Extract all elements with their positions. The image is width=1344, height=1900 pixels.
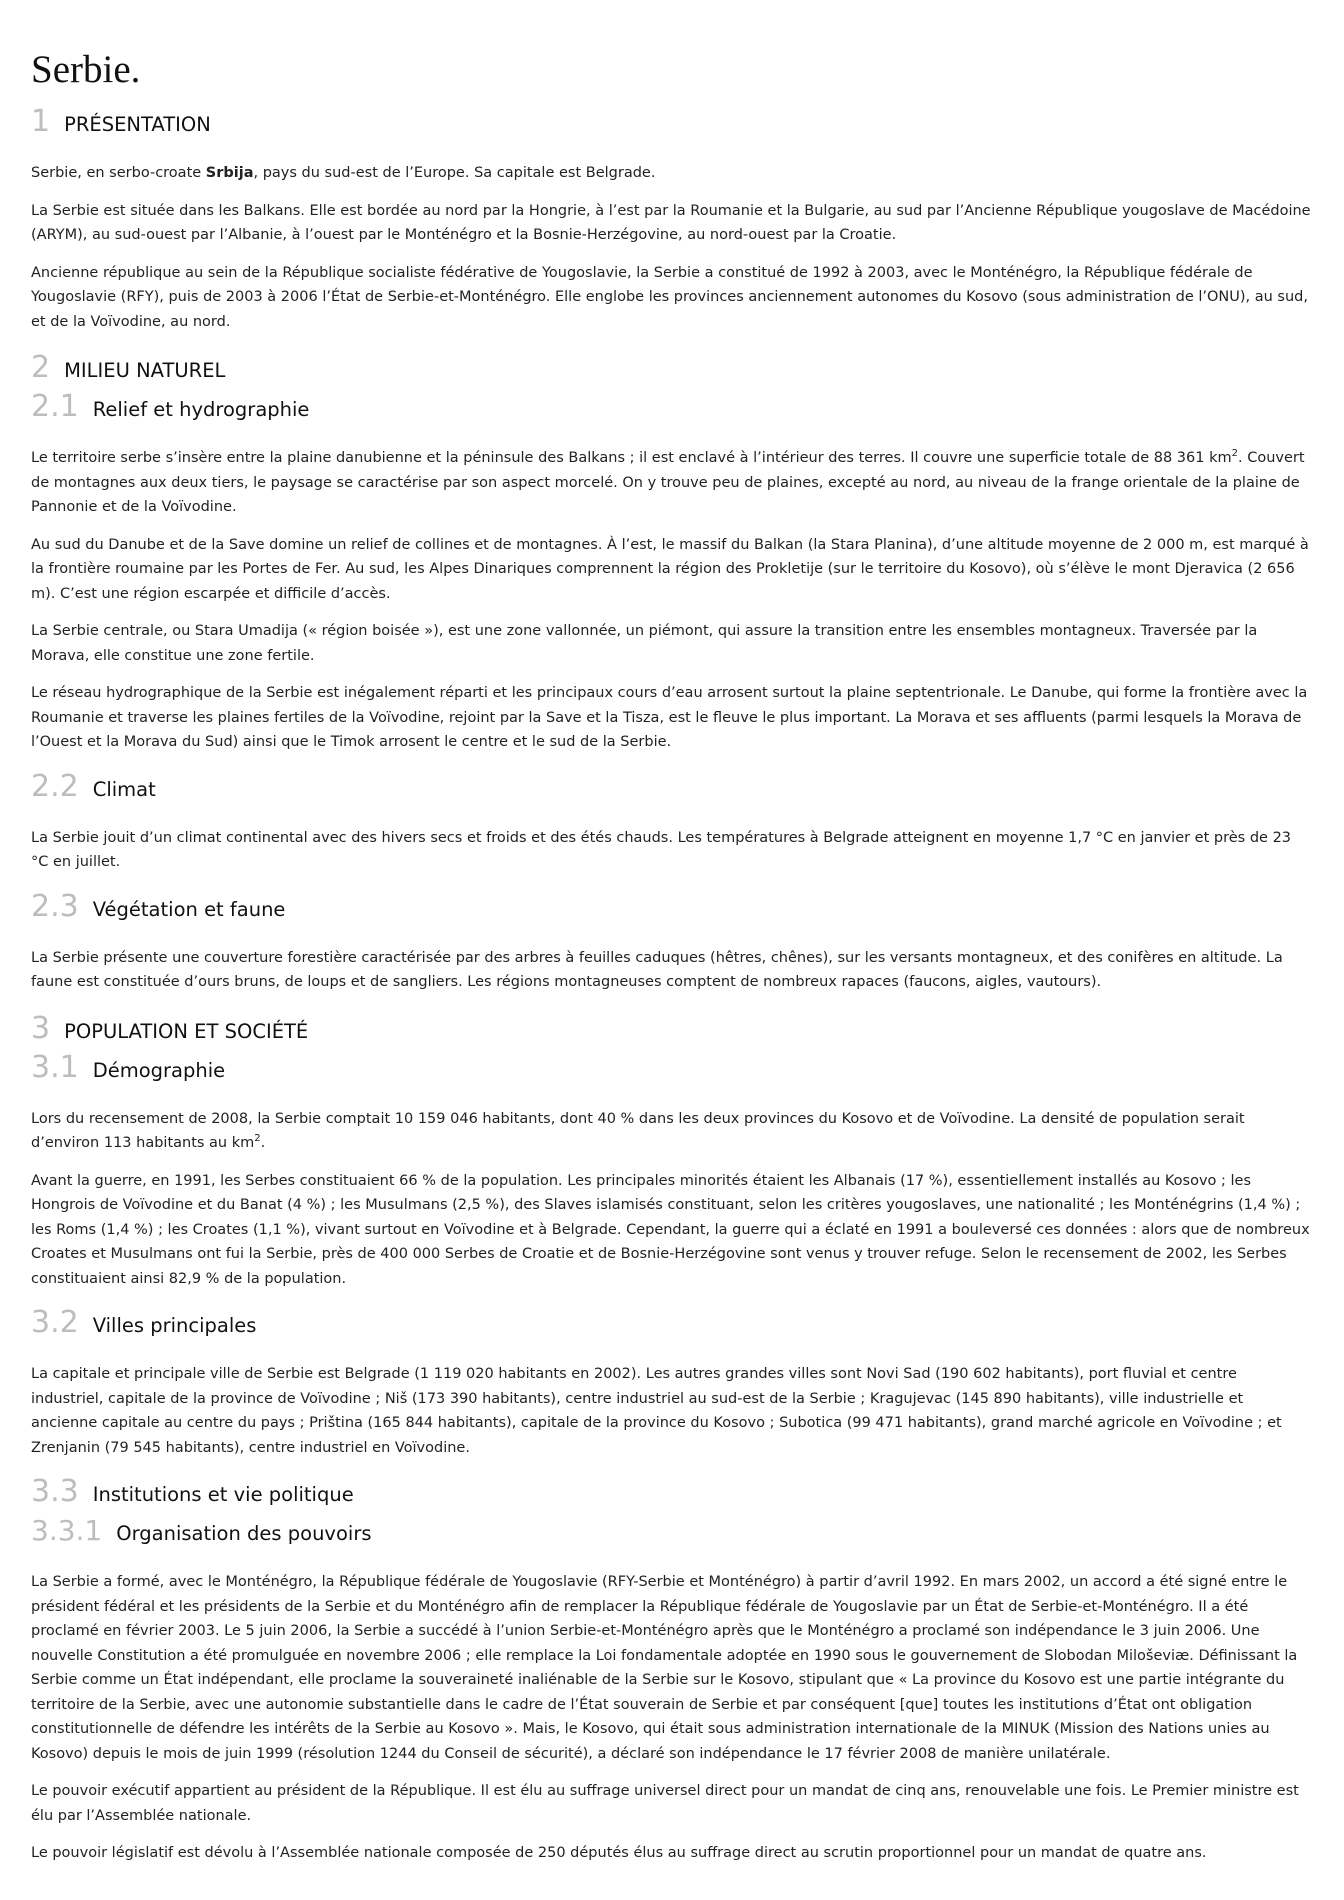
paragraph: Le pouvoir exécutif appartient au président de la République. Il est élu au suffrage universel direct pour un mandat de cinq ans, renouvelable une fois. Le Premier ministre est élu par l’Assemblée nationale. <box>31 1783 1299 1824</box>
subsection-title: Institutions et vie politique <box>92 1483 354 1506</box>
section-number: 2 <box>31 350 51 385</box>
paragraph: Le réseau hydrographique de la Serbie est inégalement réparti et les principaux cours d’eau arrosent surtout la plaine septentrionale. Le Danube, qui forme la frontière avec la Roumanie et traverse les plaines fertiles de la Voïvodine, rejoint par la Save et la Tisza, est le fleuve le plus important. La Morava et ses affluents (parmi lesquels la Morava de l’Ouest et la Morava du Sud) ainsi que le Timok arrosent le centre et le sud de la Serbie. <box>31 685 1308 750</box>
paragraph: La Serbie a formé, avec le Monténégro, la République fédérale de Yougoslavie (RFY-Serbie et Monténégro) à partir d’avril 1992. En mars 2002, un accord a été signé entre le président fédéral et les présidents de la Serbie et du Monténégro afin de remplacer la République fédérale de Yougoslavie par un État de Serbie-et-Monténégro. Il a été proclamé en février 2003. Le 5 juin 2006, la Serbie a succédé à l’union Serbie-et-Monténégro après que le Monténégro a proclamé son indépendance le 3 juin 2006. Une nouvelle Constitution a été promulguée en novembre 2006 ; elle remplace la Loi fondamentale adoptée en 1990 sous le gouvernement de Slobodan Miloševiæ. Définissant la Serbie comme un État indépendant, elle proclame la souveraineté inaliénable de la Serbie sur le Kosovo, stipulant que « La province du Kosovo est une partie intégrante du territoire de la Serbie, avec une autonomie substantielle dans le cadre de l’État souverain de Serbie et par conséquent [que] toutes les institutions d’État ont obligation constitutionnelle de défendre les intérêts de la Serbie au Kosovo ». Mais, le Kosovo, qui était sous administration internationale de la MINUK (Mission des Nations unies au Kosovo) depuis le mois de juin 1999 (résolution 1244 du Conseil de sécurité), a déclaré son indépendance le 17 février 2008 de manière unilatérale. <box>31 1574 1298 1762</box>
paragraph: Au sud du Danube et de la Save domine un relief de collines et de montagnes. À l’est, le massif du Balkan (la Stara Planina), d’une altitude moyenne de 2 000 m, est marqué à la frontière roumaine par les Portes de Fer. Au sud, les Alpes Dinariques comprennent la région des Prokletije (sur le territoire du Kosovo), où s’élève le mont Djeravica (2 656 m). C’est une région escarpée et difficile d’accès. <box>31 536 1309 602</box>
section-heading-presentation <box>31 104 1312 143</box>
paragraph: La Serbie jouit d’un climat continental avec des hivers secs et froids et des étés chauds. Les températures à Belgrade atteignent en moyenne 1,7 °C en janvier et près de 23 °C en juillet. <box>31 829 1292 870</box>
subsection-heading-villes <box>31 1305 1312 1344</box>
subsection-heading-relief <box>31 389 1312 428</box>
paragraph: Avant la guerre, en 1991, les Serbes constituaient 66 % de la population. Les principales minorités étaient les Albanais (17 %), essentiellement installés au Kosovo ; les Hongrois de Voïvodine et du Banat (4 %) ; les Musulmans (2,5 %), des Slaves islamisés constituant, selon les critères yougoslaves, une nationalité ; les Monténégrins (1,4 %) ; les Roms (1,4 %) ; les Croates (1,1 %), vivant surtout en Voïvodine et à Belgrade. Cependant, la guerre qui a éclaté en 1991 a bouleversé ces données : alors que de nombreux Croates et Musulmans ont fui la Serbie, près de 400 000 Serbes de Croatie et de Bosnie-Herzégovine sont venus y trouver refuge. Selon le recensement de 2002, les Serbes constituaient ainsi 82,9 % de la population. <box>31 1172 1310 1287</box>
text-run: Lors du recensement de 2008, la Serbie comptait 10 159 046 habitants, dont 40 % dans les deux provinces du Kosovo et de Voïvodine. La densité de population serait d’environ 113 habitants au km <box>31 1110 1245 1151</box>
section-title: MILIEU NATUREL <box>64 359 226 382</box>
subsection-heading-demographie <box>31 1050 1312 1089</box>
superscript: 2 <box>254 1133 261 1145</box>
subsection-heading-vegetation <box>31 889 1312 928</box>
subsection-number: 2.2 <box>31 768 79 804</box>
subsection-number: 3.3 <box>31 1474 79 1509</box>
paragraph: Ancienne république au sein de la République socialiste fédérative de Yougoslavie, la Serbie a constitué de 1992 à 2003, avec le Monténégro, la République fédérale de Yougoslavie (RFY), puis de 2003 à 2006 l’État de Serbie-et-Monténégro. Elle englobe les provinces anciennement autonomes du Kosovo (sous administration de l’ONU), au sud, et de la Voïvodine, au nord. <box>31 264 1308 330</box>
subsubsection-title: Organisation des pouvoirs <box>116 1522 372 1545</box>
subsection-title: Végétation et faune <box>92 897 286 921</box>
paragraph: La Serbie centrale, ou Stara Umadija (« région boisée »), est une zone vallonnée, un piémont, qui assure la transition entre les ensembles montagneux. Traversée par la Morava, elle constitue une zone fertile. <box>31 623 1258 664</box>
paragraph: La Serbie présente une couverture forestière caractérisée par des arbres à feuilles caduques (hêtres, chênes), sur les versants montagneux, et des conifères en altitude. La faune est constituée d’ours bruns, de loups et de sangliers. Les régions montagneuses comptent de nombreux rapaces (faucons, aigles, vautours). <box>31 949 1283 990</box>
document-title: Serbie. <box>31 48 141 91</box>
paragraph: Le pouvoir législatif est dévolu à l’Assemblée nationale composée de 250 députés élus au suffrage direct au scrutin proportionnel pour un mandat de quatre ans. <box>31 1845 1207 1861</box>
bold-term: Srbija <box>205 165 254 181</box>
subsection-title: Villes principales <box>92 1314 257 1337</box>
subsubsection-heading-organisation <box>31 1513 1312 1552</box>
subsection-title: Climat <box>92 777 156 801</box>
superscript: 2 <box>1231 448 1238 460</box>
section-title: PRÉSENTATION <box>64 113 211 136</box>
subsection-heading-institutions <box>31 1474 1312 1513</box>
section-number: 1 <box>31 104 51 139</box>
section-number: 3 <box>31 1010 51 1046</box>
paragraph: La capitale et principale ville de Serbie est Belgrade (1 119 020 habitants en 2002). Les autres grandes villes sont Novi Sad (190 602 habitants), port fluvial et centre industriel, capitale de la province de Voïvodine ; Niš (173 390 habitants), centre industriel au sud-est de la Serbie ; Kragujevac (145 890 habitants), ville industrielle et ancienne capitale au centre du pays ; Priština (165 844 habitants), capitale de la province du Kosovo ; Subotica (99 471 habitants), grand marché agricole en Voïvodine ; et Zrenjanin (79 545 habitants), centre industriel en Voïvodine. <box>31 1366 1282 1456</box>
section-heading-milieu-naturel <box>31 350 1312 389</box>
subsection-title: Démographie <box>92 1058 226 1082</box>
paragraph <box>31 161 1312 186</box>
section-heading-population <box>31 1011 1312 1050</box>
subsection-title: Relief et hydrographie <box>92 398 310 421</box>
text-run: . <box>260 1135 266 1151</box>
text-run: Le territoire serbe s’insère entre la plaine danubienne et la péninsule des Balkans ; il est enclavé à l’intérieur des terres. Il couvre une superficie totale de 88 361 km <box>31 450 1232 466</box>
text-run: , pays du sud-est de l’Europe. Sa capitale est Belgrade. <box>253 165 656 181</box>
text-run: . Couvert de montagnes aux deux tiers, le paysage se caractérise par son aspect morcelé. On y trouve peu de plaines, excepté au nord, au niveau de la frange orientale de la plaine de Pannonie et de la Voïvodine. <box>31 450 1305 515</box>
paragraph <box>31 1107 1312 1156</box>
subsection-number: 3.1 <box>31 1049 79 1085</box>
text-run: Serbie, en serbo-croate <box>31 165 206 181</box>
subsection-number: 3.2 <box>31 1305 79 1340</box>
subsubsection-number: 3.3.1 <box>31 1514 103 1547</box>
paragraph: La Serbie est située dans les Balkans. Elle est bordée au nord par la Hongrie, à l’est par la Roumanie et la Bulgarie, au sud par l’Ancienne République yougoslave de Macédoine (ARYM), au sud-ouest par l’Albanie, à l’ouest par le Monténégro et la Bosnie-Herzégovine, au nord-ouest par la Croatie. <box>31 202 1311 243</box>
paragraph <box>31 446 1312 520</box>
subsection-number: 2.1 <box>31 389 79 424</box>
subsection-number: 2.3 <box>31 888 79 924</box>
subsection-heading-climat <box>31 769 1312 808</box>
section-title: POPULATION ET SOCIÉTÉ <box>64 1019 309 1043</box>
